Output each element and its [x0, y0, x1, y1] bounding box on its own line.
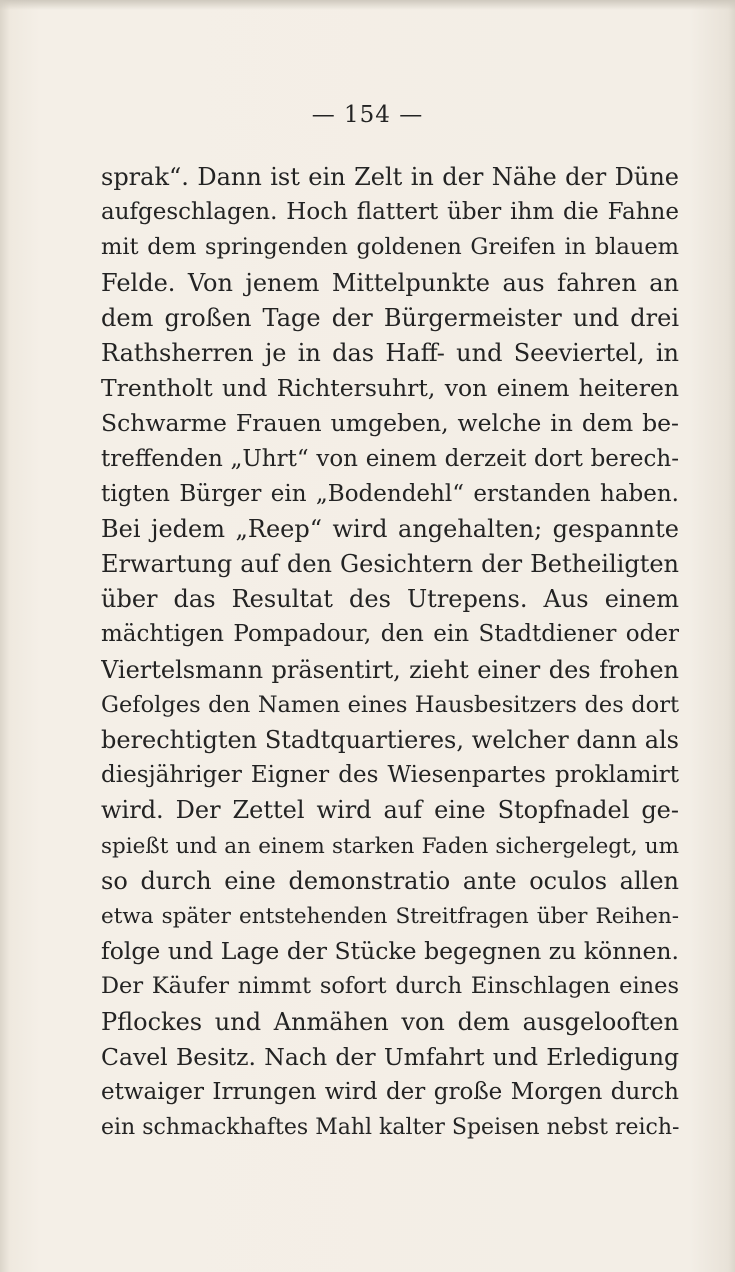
- text-line: wird. Der Zettel wird auf eine Stopfnadel ge-: [101, 796, 679, 825]
- text-line: Bei jedem „Reep“ wird angehalten; gespannte: [101, 514, 679, 543]
- text-line: Gefolges den Namen eines Hausbesitzers des dort: [101, 691, 679, 718]
- text-line: Felde. Von jenem Mittelpunkte aus fahren an: [101, 268, 679, 297]
- text-line: Erwartung auf den Gesichtern der Betheiligten: [101, 550, 679, 579]
- text-line: aufgeschlagen. Hoch flattert über ihm die Fahne: [101, 199, 679, 226]
- text-line: Der Käufer nimmt sofort durch Einschlagen eines: [101, 973, 679, 1000]
- text-line: treffenden „Uhrt“ von einem derzeit dort berech-: [101, 445, 679, 472]
- text-line: Viertelsmann präsentirt, zieht einer des frohen: [101, 655, 679, 684]
- text-line: tigten Bürger ein „Bodendehl“ erstanden haben.: [101, 480, 679, 507]
- text-line: spießt und an einem starken Faden sichergelegt, um: [101, 833, 679, 859]
- text-line: mächtigen Pompadour, den ein Stadtdiener oder: [101, 621, 679, 648]
- text-line: etwaiger Irrungen wird der große Morgen durch: [101, 1078, 679, 1105]
- text-line: Schwarme Frauen umgeben, welche in dem be-: [101, 409, 679, 438]
- page-number: — 154 —: [311, 102, 424, 128]
- text-line: mit dem springenden goldenen Greifen in blauem: [101, 234, 679, 261]
- page-edge: [0, 0, 735, 10]
- text-line: etwa später entstehenden Streitfragen über Reihen-: [101, 903, 679, 929]
- text-line: dem großen Tage der Bürgermeister und drei: [101, 303, 679, 332]
- text-line: sprak“. Dann ist ein Zelt in der Nähe der Düne: [101, 163, 679, 191]
- text-line: Cavel Besitz. Nach der Umfahrt und Erledigung: [101, 1042, 679, 1071]
- text-line: Pflockes und Anmähen von dem ausgelooften: [101, 1007, 679, 1036]
- text-line: ein schmackhaftes Mahl kalter Speisen nebst reich-: [101, 1115, 679, 1141]
- text-line: folge und Lage der Stücke begegnen zu können.: [101, 937, 679, 966]
- text-line: Rathsherren je in das Haff- und Seeviertel, in: [101, 338, 679, 367]
- text-line: berechtigten Stadtquartieres, welcher dann als: [101, 726, 679, 754]
- text-line: diesjähriger Eigner des Wiesenpartes proklamirt: [101, 762, 679, 789]
- text-line: über das Resultat des Utrepens. Aus einem: [101, 585, 679, 614]
- text-line: Trentholt und Richtersuhrt, von einem heiteren: [101, 374, 679, 403]
- text-line: so durch eine demonstratio ante oculos allen: [101, 866, 679, 895]
- body-text: [101, 160, 679, 1145]
